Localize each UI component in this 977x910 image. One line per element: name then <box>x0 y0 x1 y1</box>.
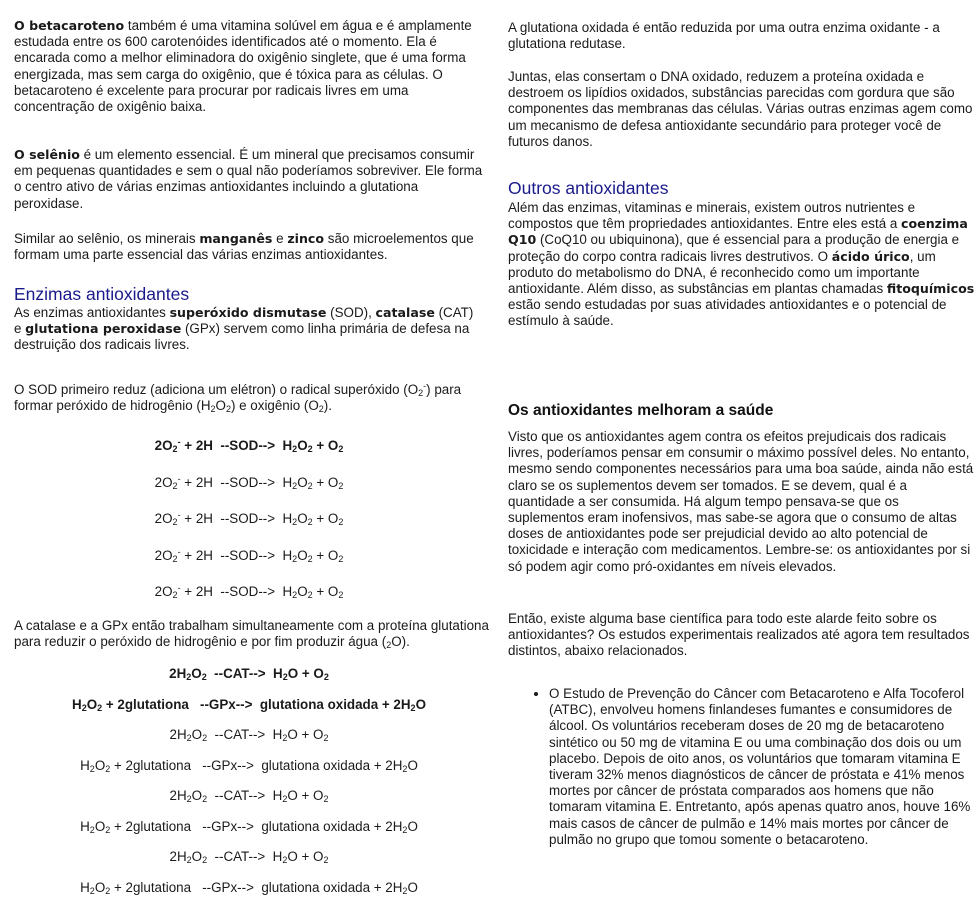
superscript: - <box>177 473 181 484</box>
subscript: 2 <box>338 480 344 491</box>
eq-text: 2H <box>169 849 187 864</box>
subscript: 2 <box>410 703 416 713</box>
text: , um produto do metabolismo do DNA, é reconhecido como um importante antioxidante. Além disso, as substâncias em plantas chamadas <box>508 248 936 297</box>
sod-equation <box>14 475 484 491</box>
subscript: 2 <box>282 733 288 743</box>
term-manganes: manganês <box>199 231 273 246</box>
eq-text: + O <box>312 584 339 599</box>
eq-text: + 2glutationa --GPx--> glutationa oxidada + 2H <box>110 880 403 895</box>
eq-text: + 2H --SOD--> H <box>180 547 293 563</box>
eq-text: O <box>297 438 308 453</box>
subscript: 2 <box>307 553 313 564</box>
eq-text: --CAT--> H <box>207 849 283 864</box>
superscript: - <box>177 546 181 557</box>
superscript: - <box>177 583 181 593</box>
eq-text: + O <box>312 438 339 453</box>
term-betacaroteno: O betacaroteno <box>14 18 125 33</box>
sod-equation <box>14 511 484 527</box>
paragraph-sod <box>14 382 484 414</box>
catalase-equation <box>14 849 484 865</box>
subscript: 2 <box>402 825 408 835</box>
heading-enzimas-antioxidantes: Enzimas antioxidantes <box>14 284 190 304</box>
text: (CAT) e <box>14 305 474 337</box>
paragraph-juntas: Juntas, elas consertam o DNA oxidado, reduzem a proteína oxidada e destroem os lipídios oxidados, substâncias parecidas com gordura que são componentes das membranas das células. Várias outras enzimas agem como um mecanismo de defesa antioxidante secundário para proteger você de futuros danos. <box>508 69 973 149</box>
text: é um elemento essencial. É um mineral que precisamos consumir em pequenas quantidades e sem o qual não poderíamos sobreviver. Ele forma o centro ativo de várias enzimas antioxidantes incluindo a glutationa peroxidase. <box>14 147 483 211</box>
subscript: 2 <box>172 480 178 491</box>
studies-list <box>508 686 977 848</box>
subscript: 2 <box>172 517 178 527</box>
term-gpx: glutationa peroxidase <box>25 321 182 337</box>
term-catalase: catalase <box>375 305 435 320</box>
eq-text: O <box>86 697 98 712</box>
subscript: 2 <box>292 553 298 564</box>
text: (SOD), <box>326 305 376 320</box>
superscript: - <box>177 510 181 520</box>
subscript: 2 <box>323 855 329 865</box>
text: Além das enzimas, vitaminas e minerais, existem outros nutrientes e compostos que têm propriedades antioxidantes. Entre eles está a <box>508 200 916 232</box>
subscript: 2 <box>282 672 288 682</box>
eq-text: 2O <box>154 547 173 563</box>
subscript: 2 <box>186 855 192 865</box>
paragraph-selenio <box>14 147 484 212</box>
text: As enzimas antioxidantes <box>14 305 170 320</box>
subscript: 2 <box>105 764 111 774</box>
subscript: 2 <box>338 590 344 600</box>
subscript: 2 <box>418 388 424 398</box>
term-acido-urico: ácido úrico <box>831 248 910 264</box>
eq-text: + 2glutationa --GPx--> glutationa oxidada + 2H <box>110 758 403 773</box>
text: O <box>215 398 226 414</box>
eq-text: --CAT--> H <box>207 727 283 742</box>
eq-text: O <box>415 697 426 712</box>
subscript: 2 <box>202 733 208 743</box>
subscript: 2 <box>186 733 192 743</box>
text: (GPx) servem como linha primária de defesa na destruição dos radicais livres. <box>14 321 470 353</box>
superscript: - <box>177 437 181 447</box>
eq-text: O <box>94 758 106 773</box>
subscript: 2 <box>307 517 313 527</box>
superscript: - <box>423 381 427 391</box>
subscript: 2 <box>338 553 344 564</box>
subscript: 2 <box>105 886 111 896</box>
eq-text: O <box>191 666 202 681</box>
subscript: 2 <box>292 480 298 491</box>
text: são microelementos que formam uma parte essencial das várias enzimas antioxidantes. <box>14 231 474 263</box>
catalase-equation <box>14 666 484 682</box>
eq-text: H <box>72 697 82 712</box>
paragraph-outros <box>508 200 976 330</box>
term-zinco: zinco <box>287 231 325 246</box>
eq-text: + O <box>312 511 339 526</box>
subscript: 2 <box>81 703 87 713</box>
paragraph-enzimas <box>14 305 484 354</box>
paragraph-glutationa-oxidada: A glutationa oxidada é então reduzida por uma outra enzima oxidante - a glutationa redutase. <box>508 20 940 52</box>
eq-text: 2H <box>169 666 187 681</box>
subscript: 2 <box>282 855 288 865</box>
paragraph-entao: Então, existe alguma base científica para todo este alarde feito sobre os antioxidantes? Os estudos experimentais realizados até agora tem resultados distintos, abaixo relacionados. <box>508 611 970 659</box>
subscript: 2 <box>402 886 408 896</box>
text: estão sendo estudadas por suas atividades antioxidantes e o potencial de estímulo à saúde. <box>508 297 947 329</box>
paragraph-visto: Visto que os antioxidantes agem contra os efeitos prejudicais dos radicais livres, poderíamos pensar em consumir o máximo possível deles. No entanto, mesmo sendo componentes necessários para uma boa saúde, ainda não está claro se os suplementos devem ser tomados. E se devem, qual é a quantidade a ser consumida. Há algum tempo pensava-se que os suplementos eram inofensivos, mas sabe-se agora que o consumo de altas doses de antioxidantes pode ser prejudicial devido ao alto potencial de toxicidade e interação com medicamentos. Lembre-se: os antioxidantes por si só podem agir como pró-oxidantes em níveis elevados. <box>508 429 974 574</box>
sod-equation <box>14 584 484 600</box>
eq-text: O <box>94 819 106 834</box>
term-selenio: O selênio <box>14 147 80 162</box>
subscript: 2 <box>89 764 95 774</box>
paragraph-catalase <box>14 618 489 650</box>
subscript: 2 <box>202 794 208 804</box>
text: (CoQ10 ou ubiquinona), que é essencial para a produção de energia e proteção do corpo contra radicais livres destrutivos. O <box>508 232 960 264</box>
eq-text: O <box>297 584 308 599</box>
eq-text: + 2H --SOD--> H <box>180 438 293 453</box>
eq-text: O <box>407 758 418 773</box>
subscript: 2 <box>202 855 208 865</box>
paragraph-minerais <box>14 231 484 263</box>
gpx-equation <box>14 758 484 774</box>
text: também é uma vitamina solúvel em água e é amplamente estudada entre os 600 carotenóides identificados até o momento. Ela é encarada como a melhor eliminadora do oxigênio singlete, que é uma forma energizada, mas sem carga do oxigênio, que é tóxica para as células. O betacaroteno é excelente para procurar por radicais livres em uma concentração de oxigênio baixa. <box>14 18 472 115</box>
eq-text: O + O <box>287 666 324 681</box>
eq-text: O + O <box>287 788 324 803</box>
eq-text: + O <box>312 474 339 490</box>
eq-text: + O <box>312 547 339 563</box>
eq-text: O <box>191 849 203 864</box>
text: A catalase e a GPx então trabalham simultaneamente com a proteína glutationa para reduzir o peróxido de hidrogênio e por fim produzir água ( <box>14 618 489 650</box>
eq-text: O <box>407 819 418 834</box>
subscript: 2 <box>292 444 298 454</box>
subscript: 2 <box>172 590 178 600</box>
paragraph-betacaroteno <box>14 18 484 115</box>
eq-text: O <box>297 474 308 490</box>
text: O). <box>391 634 410 650</box>
text: ). <box>323 398 332 414</box>
text: ) e oxigênio (O <box>230 398 319 414</box>
eq-text: H <box>80 880 90 895</box>
eq-text: 2O <box>154 511 173 526</box>
subscript: 2 <box>172 553 178 564</box>
eq-text: O <box>191 727 203 742</box>
gpx-equation <box>14 819 484 835</box>
gpx-equation <box>14 697 484 713</box>
eq-text: 2O <box>154 584 173 599</box>
subscript: 2 <box>307 444 313 454</box>
eq-text: O <box>297 511 308 526</box>
heading-outros-antioxidantes: Outros antioxidantes <box>508 178 669 198</box>
subscript: 2 <box>172 444 178 454</box>
gpx-equation <box>14 880 484 896</box>
eq-text: + 2glutationa --GPx--> glutationa oxidada + 2H <box>110 819 403 834</box>
eq-text: --CAT--> H <box>207 788 283 803</box>
subscript: 2 <box>338 517 344 527</box>
text: e <box>272 231 288 246</box>
subscript: 2 <box>323 733 329 743</box>
subscript: 2 <box>307 480 313 491</box>
catalase-equation <box>14 727 484 743</box>
subscript: 2 <box>186 794 192 804</box>
subscript: 2 <box>318 404 324 415</box>
subscript: 2 <box>402 764 408 774</box>
eq-text: + 2H --SOD--> H <box>180 584 293 599</box>
subscript: 2 <box>225 404 231 415</box>
eq-text: O + O <box>287 849 324 864</box>
subscript: 2 <box>97 703 103 713</box>
eq-text: O <box>94 880 106 895</box>
eq-text: --CAT--> H <box>206 666 283 681</box>
term-coenzima-q10: coenzima Q10 <box>508 216 968 248</box>
subscript: 2 <box>89 825 95 835</box>
sod-equation <box>14 438 484 454</box>
term-sod: superóxido dismutase <box>169 305 327 320</box>
eq-text: O + O <box>287 727 324 742</box>
text: O SOD primeiro reduz (adiciona um elétron) o radical superóxido (O <box>14 382 419 397</box>
subscript: 2 <box>338 444 344 454</box>
subscript: 2 <box>201 672 207 682</box>
list-item: • O Estudo de Prevenção do Câncer com Betacaroteno e Alfa Tocoferol (ATBC), envolveu homens finlandeses fumantes e consumidores de álcool. Os voluntários receberam doses de 20 mg de betacaroteno sintético ou 50 mg de vitamina E ou uma combinação dos dois ou um placebo. Depois de oito anos, os voluntários que tomaram vitamina E tiveram 32% menos diagnósticos de câncer de próstata e 41% menos mortes por câncer de próstata comparados aos homens que não tomaram vitamina E. Entretanto, após apenas quatro anos, houve 16% mais casos de câncer de pulmão e 14% mais mortes por câncer de pulmão no grupo que tomou somente o betacaroteno. <box>549 686 977 848</box>
eq-text: + 2glutationa --GPx--> glutationa oxidada + 2H <box>102 697 411 712</box>
subscript: 2 <box>210 404 216 415</box>
heading-antioxidantes-melhoram-saude: Os antioxidantes melhoram a saúde <box>508 402 774 419</box>
subscript: 2 <box>186 672 192 682</box>
subscript: 2 <box>386 640 392 651</box>
subscript: 2 <box>323 794 329 804</box>
sod-equation <box>14 548 484 564</box>
subscript: 2 <box>307 590 313 600</box>
eq-text: 2O <box>154 474 173 490</box>
eq-text: + 2H --SOD--> H <box>180 511 293 526</box>
text: Similar ao selênio, os minerais <box>14 231 200 246</box>
eq-text: 2H <box>169 727 187 742</box>
text: ) para formar peróxido de hidrogênio (H <box>14 382 462 414</box>
subscript: 2 <box>292 590 298 600</box>
eq-text: H <box>80 819 90 834</box>
eq-text: H <box>80 758 90 773</box>
eq-text: O <box>297 547 308 563</box>
eq-text: 2H <box>169 788 187 803</box>
eq-text: 2O <box>154 438 173 453</box>
subscript: 2 <box>105 825 111 835</box>
catalase-equation <box>14 788 484 804</box>
subscript: 2 <box>292 517 298 527</box>
eq-text: O <box>191 788 203 803</box>
eq-text: O <box>407 880 418 895</box>
eq-text: + 2H --SOD--> H <box>180 474 293 490</box>
term-fitoquimicos: fitoquímicos <box>886 281 975 297</box>
subscript: 2 <box>323 672 329 682</box>
subscript: 2 <box>282 794 288 804</box>
subscript: 2 <box>89 886 95 896</box>
